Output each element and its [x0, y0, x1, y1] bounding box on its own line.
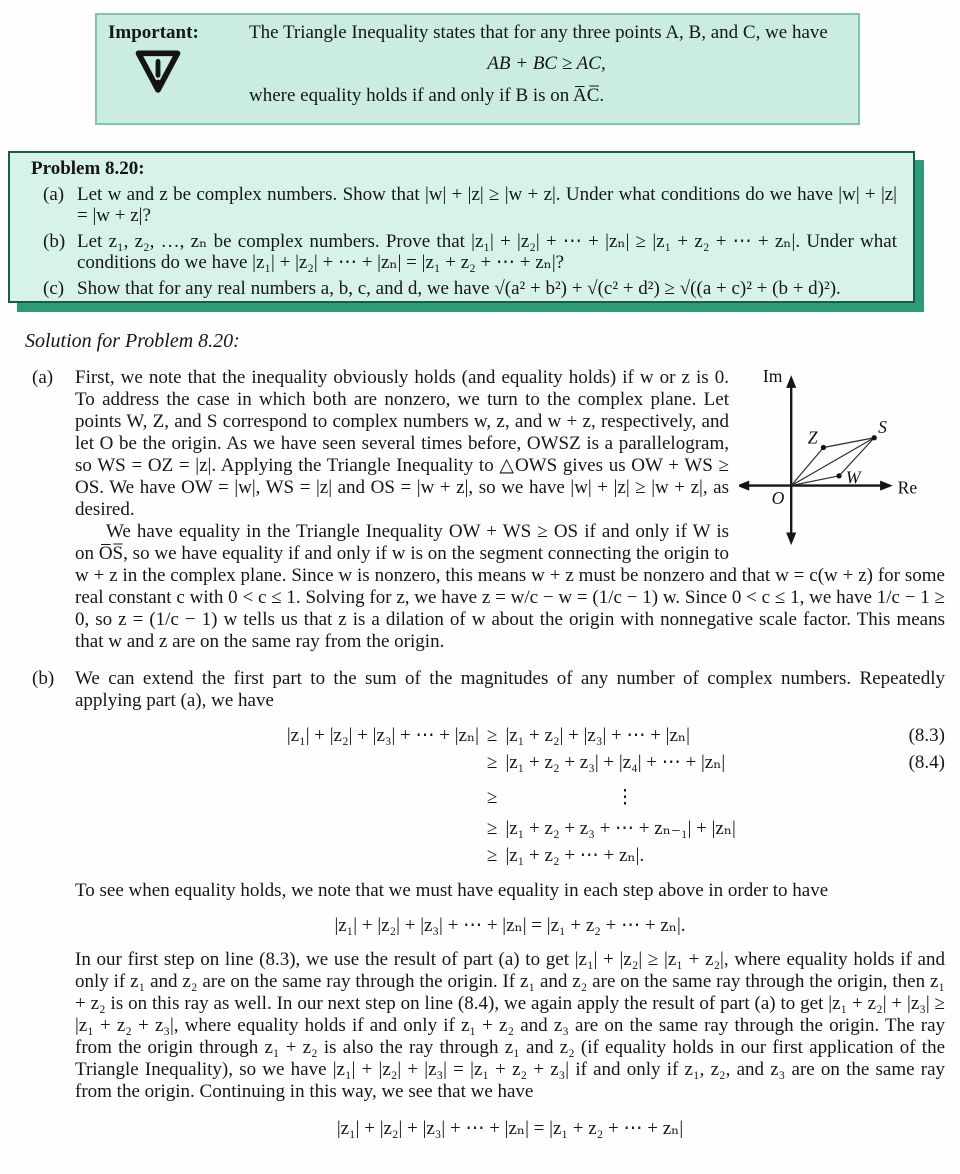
equation-row-vdots	[75, 787, 945, 809]
important-label: Important:	[108, 22, 199, 43]
important-box-left-column	[97, 15, 249, 123]
solution-heading: Solution for Problem 8.20:	[25, 330, 240, 352]
equation-rhs: |z₁ + z₂ + z₃ + ⋯ + zₙ₋₁| + |zₙ|	[505, 818, 736, 839]
important-equation: AB + BC ≥ AC,	[487, 53, 606, 74]
solution-part-a-label: (a)	[32, 367, 54, 388]
im-axis-label: Im	[762, 366, 783, 387]
im-axis-up-arrow	[786, 375, 796, 388]
complex-plane-figure	[739, 343, 945, 553]
equation-number: (8.3)	[908, 725, 945, 746]
origin-label: O	[771, 488, 785, 509]
equation-relation: ≥	[487, 845, 498, 866]
important-box	[95, 13, 860, 125]
warning-exclamation-icon	[132, 48, 184, 96]
solution-part-b-label: (b)	[32, 668, 55, 689]
problem-part-c-label: (c)	[43, 277, 65, 299]
problem-part-c	[31, 278, 899, 300]
equality-note: To see when equality holds, we note that we must have equality in each step above in order to have	[75, 880, 829, 901]
point-z	[821, 445, 826, 450]
point-w	[836, 473, 841, 478]
im-axis-down-arrow	[786, 532, 796, 545]
problem-part-b-label: (b)	[43, 230, 66, 252]
problem-part-a	[31, 184, 899, 227]
solution-part-b	[25, 668, 945, 1140]
vertical-dots: ⋮	[615, 787, 635, 808]
important-statement-line2: where equality holds if and only if B is on A̅C̅.	[249, 85, 605, 106]
problem-part-a-text: Let w and z be complex numbers. Show that |w| + |z| ≥ |w + z|. Under what conditions do we have |w| + |z| = |w + z|?	[77, 183, 897, 226]
equation-row-last	[75, 845, 945, 867]
z-label: Z	[807, 427, 818, 448]
problem-title: Problem 8.20:	[31, 158, 145, 179]
final-equation: |z₁| + |z₂| + |z₃| + ⋯ + |zₙ| = |z₁ + z₂ + ⋯ + zₙ|	[336, 1118, 684, 1139]
equality-equation: |z₁| + |z₂| + |z₃| + ⋯ + |zₙ| = |z₁ + z₂ + ⋯ + zₙ|.	[334, 915, 686, 936]
equation-rhs: |z₁ + z₂| + |z₃| + ⋯ + |zₙ|	[505, 725, 690, 746]
problem-part-b	[31, 231, 899, 274]
complex-plane-diagram	[739, 343, 945, 553]
solution-part-a	[25, 367, 945, 653]
re-axis-right-arrow	[880, 481, 893, 491]
equation-relation: ≥	[487, 752, 498, 773]
inequality-chain	[75, 725, 945, 867]
problem-part-c-text: Show that for any real numbers a, b, c, and d, we have √(a² + b²) + √(c² + d²) ≥ √((a + c)² + (b + d)²).	[77, 277, 841, 299]
w-label: W	[845, 467, 861, 488]
equation-lhs	[75, 845, 479, 867]
equation-lhs	[75, 752, 479, 774]
equation-rhs: |z₁ + z₂ + z₃| + |z₄| + ⋯ + |zₙ|	[505, 752, 726, 773]
s-label: S	[878, 416, 887, 437]
point-s	[872, 435, 877, 440]
problem-part-b-text: Let z₁, z₂, …, zₙ be complex numbers. Prove that |z₁| + |z₂| + ⋯ + |zₙ| ≥ |z₁ + z₂ + ⋯ + zₙ|. Under what conditions do we have |z₁| + |z₂| + ⋯ + |zₙ| = |z₁ + z₂ + ⋯ + zₙ|?	[77, 230, 897, 273]
equation-relation: ≥	[487, 725, 498, 746]
part-b-closing-paragraph: In our first step on line (8.3), we use the result of part (a) to get |z₁| + |z₂| ≥ |z₁ + z₂|, where equality holds if and only if z₁ and z₂ are on the same ray through the origin. If z₁ and z₂ are on the same ray through the origin, then z₁ + z₂ is on this ray as well. In our next step on line (8.4), we again apply the result of part (a) to get |z₁ + z₂| + |z₃| ≥ |z₁ + z₂ + z₃|, where equality holds if and only if z₁ + z₂ and z₃ are on the same ray through the origin. The ray from the origin through z₁ + z₂ is also the ray through z₁ and z₂ (if equality holds in our first application of the Triangle Inequality), so we have |z₁| + |z₂| + |z₃| = |z₁ + z₂ + z₃| if and only if z₁, z₂, and z₃ are on the same ray from the origin. Continuing in this way, we see that we have	[75, 949, 945, 1102]
part-a-paragraph-1: First, we note that the inequality obviously holds (and equality holds) if w or z is 0. To address the case in which both are nonzero, we turn to the complex plane. Let points W, Z, and S correspond to complex numbers w, z, and w + z, respectively, and let O be the origin. As we have seen several times before, OWSZ is a parallelogram, so WS = OZ = |z|. Applying the Triangle Inequality to △OWS gives us OW + WS ≥ OS. We have OW = |w|, WS = |z| and OS = |w + z|, so we have |w| + |z| ≥ |w + z|, as desired.	[75, 367, 729, 520]
equation-row-penultimate	[75, 818, 945, 840]
solution-section	[25, 330, 945, 1152]
equation-relation: ≥	[487, 818, 498, 839]
equation-lhs	[75, 818, 479, 840]
equation-row-8-3	[75, 725, 945, 747]
problem-part-a-label: (a)	[43, 183, 65, 205]
problem-box	[8, 151, 915, 303]
re-axis-label: Re	[897, 477, 918, 498]
equation-rhs: |z₁ + z₂ + ⋯ + zₙ|.	[505, 845, 645, 866]
equation-relation: ≥	[487, 787, 498, 808]
part-b-intro: We can extend the first part to the sum of the magnitudes of any number of complex numbers. Repeatedly applying part (a), we have	[75, 668, 945, 711]
equation-number: (8.4)	[908, 752, 945, 773]
important-statement-line1: The Triangle Inequality states that for any three points A, B, and C, we have	[249, 22, 828, 43]
equation-lhs: |z₁| + |z₂| + |z₃| + ⋯ + |zₙ|	[286, 725, 479, 746]
part-a-paragraph-2: We have equality in the Triangle Inequality OW + WS ≥ OS if and only if W is on O̅S̅, so we have equality if and only if w is on the segment connecting the origin to w + z in the complex plane. Since w is nonzero, this means w + z must be nonzero and that w = c(w + z) for some real constant c with 0 < c ≤ 1. Solving for z, we have z = w/c − w = (1/c − 1) w. Since 0 < c ≤ 1, we have 1/c − 1 ≥ 0, so z = (1/c − 1) w tells us that z is a dilation of w about the origin with nonnegative scale factor. This means that w and z are on the same ray from the origin.	[75, 521, 945, 652]
re-axis-left-arrow	[739, 481, 749, 491]
important-box-content	[249, 15, 858, 123]
equation-lhs	[75, 787, 479, 809]
equation-row-8-4	[75, 752, 945, 774]
